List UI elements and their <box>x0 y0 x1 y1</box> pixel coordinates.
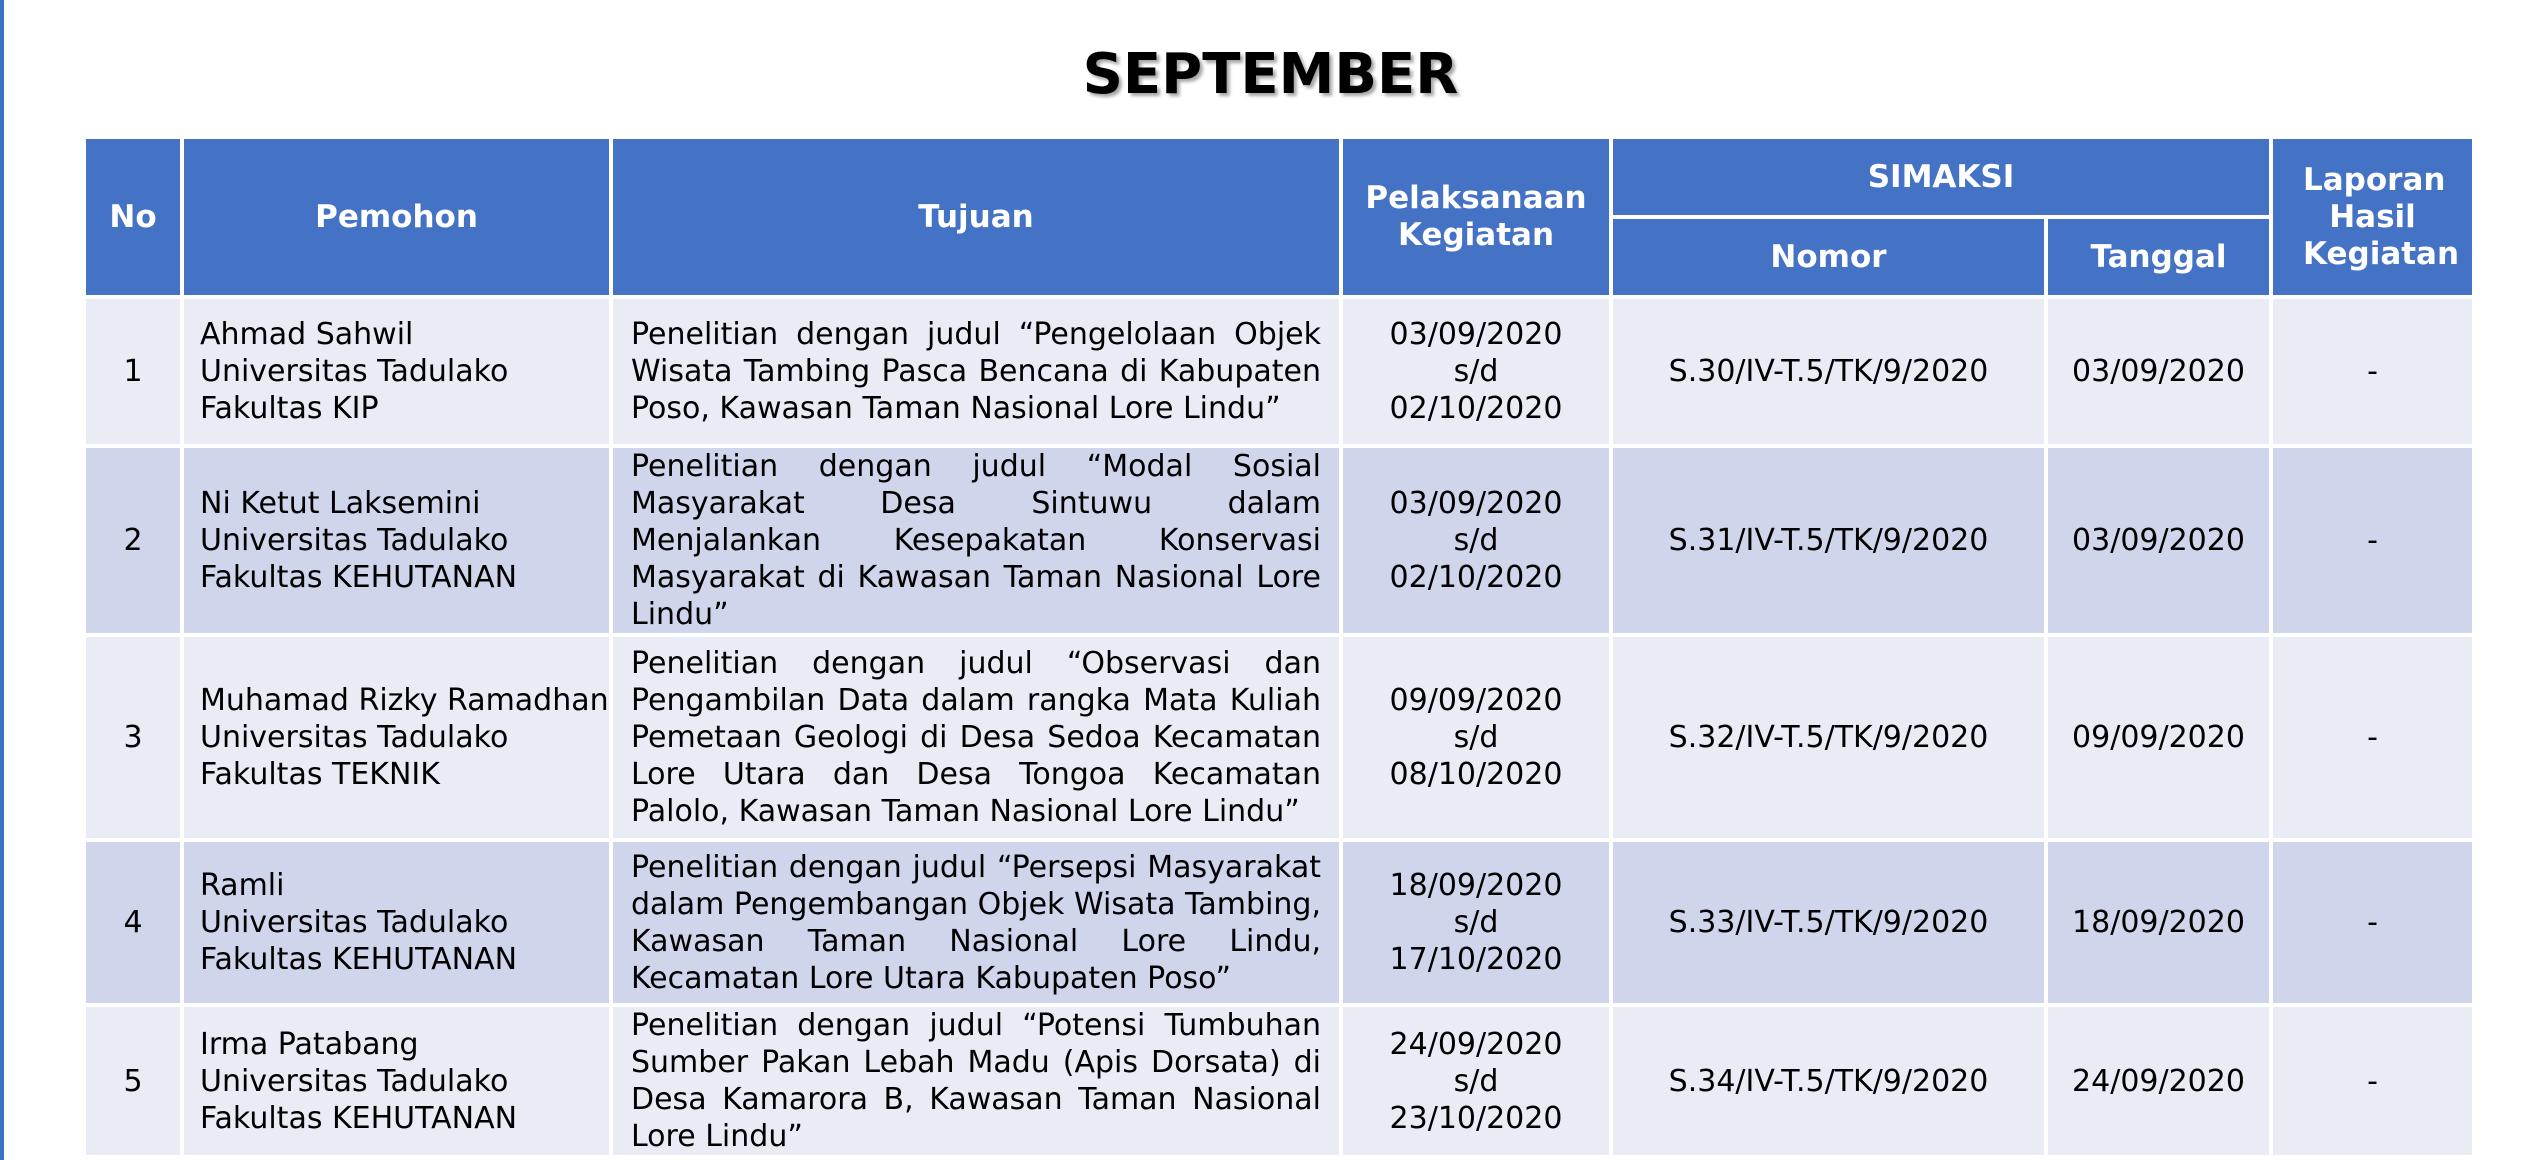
cell-tanggal: 03/09/2020 <box>2046 446 2271 635</box>
cell-pemohon <box>182 635 611 840</box>
pelaksanaan-line: s/d <box>1453 523 1499 558</box>
cell-tanggal: 09/09/2020 <box>2046 635 2271 840</box>
pemohon-line: Muhamad Rizky Ramadhan <box>200 683 609 718</box>
pemohon-line: Universitas Tadulako <box>200 720 509 755</box>
cell-laporan: - <box>2271 446 2474 635</box>
table-row <box>84 297 2474 446</box>
pemohon-line: Fakultas KIP <box>200 391 379 426</box>
cell-tanggal: 18/09/2020 <box>2046 840 2271 1005</box>
cell-tujuan: Penelitian dengan judul “Potensi Tumbuhan Sumber Pakan Lebah Madu (Apis Dorsata) di Desa Kamarora B, Kawasan Taman Nasional Lore Lindu” <box>611 1005 1341 1157</box>
cell-laporan: - <box>2271 297 2474 446</box>
cell-no: 4 <box>84 840 182 1005</box>
header-laporan: Laporan Hasil Kegiatan <box>2271 137 2474 297</box>
pelaksanaan-line: 18/09/2020 <box>1389 868 1563 903</box>
cell-pemohon <box>182 446 611 635</box>
pemohon-line: Fakultas KEHUTANAN <box>200 560 518 595</box>
pemohon-line: Universitas Tadulako <box>200 905 509 940</box>
pemohon-line: Ramli <box>200 868 285 903</box>
pemohon-line: Universitas Tadulako <box>200 523 509 558</box>
pelaksanaan-line: 03/09/2020 <box>1389 317 1563 352</box>
pelaksanaan-line: s/d <box>1453 1063 1499 1099</box>
permit-table <box>82 135 2476 1159</box>
cell-pelaksanaan <box>1341 1005 1611 1157</box>
cell-pelaksanaan <box>1341 635 1611 840</box>
table-row <box>84 840 2474 1005</box>
cell-pemohon <box>182 297 611 446</box>
header-no: No <box>84 137 182 297</box>
cell-pelaksanaan <box>1341 297 1611 446</box>
cell-nomor: S.32/IV-T.5/TK/9/2020 <box>1611 635 2046 840</box>
cell-tujuan: Penelitian dengan judul “Persepsi Masyarakat dalam Pengembangan Objek Wisata Tambing, Kawasan Taman Nasional Lore Lindu, Kecamatan Lore Utara Kabupaten Poso” <box>611 840 1341 1005</box>
pelaksanaan-line: s/d <box>1453 905 1499 940</box>
pemohon-line: Fakultas KEHUTANAN <box>200 1100 518 1136</box>
header-nomor: Nomor <box>1611 217 2046 297</box>
cell-laporan: - <box>2271 840 2474 1005</box>
cell-pelaksanaan <box>1341 840 1611 1005</box>
pelaksanaan-line: 08/10/2020 <box>1389 757 1563 792</box>
pemohon-line: Ahmad Sahwil <box>200 317 414 352</box>
pelaksanaan-line: 03/09/2020 <box>1389 486 1563 521</box>
header-tujuan: Tujuan <box>611 137 1341 297</box>
cell-no: 1 <box>84 297 182 446</box>
table-body <box>84 297 2474 1157</box>
cell-laporan: - <box>2271 1005 2474 1157</box>
pemohon-line: Ni Ketut Laksemini <box>200 486 481 521</box>
table-row <box>84 446 2474 635</box>
pemohon-line: Fakultas TEKNIK <box>200 757 440 792</box>
cell-pelaksanaan <box>1341 446 1611 635</box>
pelaksanaan-line: 23/10/2020 <box>1389 1100 1563 1136</box>
cell-pemohon <box>182 840 611 1005</box>
slide-left-border <box>0 0 4 1160</box>
header-pelaksanaan: Pelaksanaan Kegiatan <box>1341 137 1611 297</box>
pelaksanaan-line: 02/10/2020 <box>1389 391 1563 426</box>
pelaksanaan-line: 17/10/2020 <box>1389 942 1563 977</box>
cell-no: 2 <box>84 446 182 635</box>
cell-nomor: S.34/IV-T.5/TK/9/2020 <box>1611 1005 2046 1157</box>
cell-pemohon <box>182 1005 611 1157</box>
cell-no: 5 <box>84 1005 182 1157</box>
pelaksanaan-line: 24/09/2020 <box>1389 1026 1563 1062</box>
cell-laporan: - <box>2271 635 2474 840</box>
page-title: SEPTEMBER <box>1082 42 1459 107</box>
pemohon-line: Fakultas KEHUTANAN <box>200 942 518 977</box>
cell-nomor: S.31/IV-T.5/TK/9/2020 <box>1611 446 2046 635</box>
pelaksanaan-line: 09/09/2020 <box>1389 683 1563 718</box>
pelaksanaan-line: s/d <box>1453 720 1499 755</box>
cell-tanggal: 03/09/2020 <box>2046 297 2271 446</box>
cell-tujuan: Penelitian dengan judul “Observasi dan Pengambilan Data dalam rangka Mata Kuliah Pemetaan Geologi di Desa Sedoa Kecamatan Lore Utara dan Desa Tongoa Kecamatan Palolo, Kawasan Taman Nasional Lore Lindu” <box>611 635 1341 840</box>
pelaksanaan-line: s/d <box>1453 354 1499 389</box>
pelaksanaan-line: 02/10/2020 <box>1389 560 1563 595</box>
cell-tujuan: Penelitian dengan judul “Pengelolaan Objek Wisata Tambing Pasca Bencana di Kabupaten Poso, Kawasan Taman Nasional Lore Lindu” <box>611 297 1341 446</box>
header-tanggal: Tanggal <box>2046 217 2271 297</box>
table-row <box>84 1005 2474 1157</box>
header-simaksi: SIMAKSI <box>1611 137 2271 217</box>
table-row <box>84 635 2474 840</box>
cell-nomor: S.30/IV-T.5/TK/9/2020 <box>1611 297 2046 446</box>
cell-tanggal: 24/09/2020 <box>2046 1005 2271 1157</box>
pemohon-line: Universitas Tadulako <box>200 354 509 389</box>
pemohon-line: Irma Patabang <box>200 1026 419 1062</box>
cell-nomor: S.33/IV-T.5/TK/9/2020 <box>1611 840 2046 1005</box>
cell-tujuan: Penelitian dengan judul “Modal Sosial Masyarakat Desa Sintuwu dalam Menjalankan Kesepakatan Konservasi Masyarakat di Kawasan Taman Nasional Lore Lindu” <box>611 446 1341 635</box>
header-pemohon: Pemohon <box>182 137 611 297</box>
pemohon-line: Universitas Tadulako <box>200 1063 509 1099</box>
cell-no: 3 <box>84 635 182 840</box>
